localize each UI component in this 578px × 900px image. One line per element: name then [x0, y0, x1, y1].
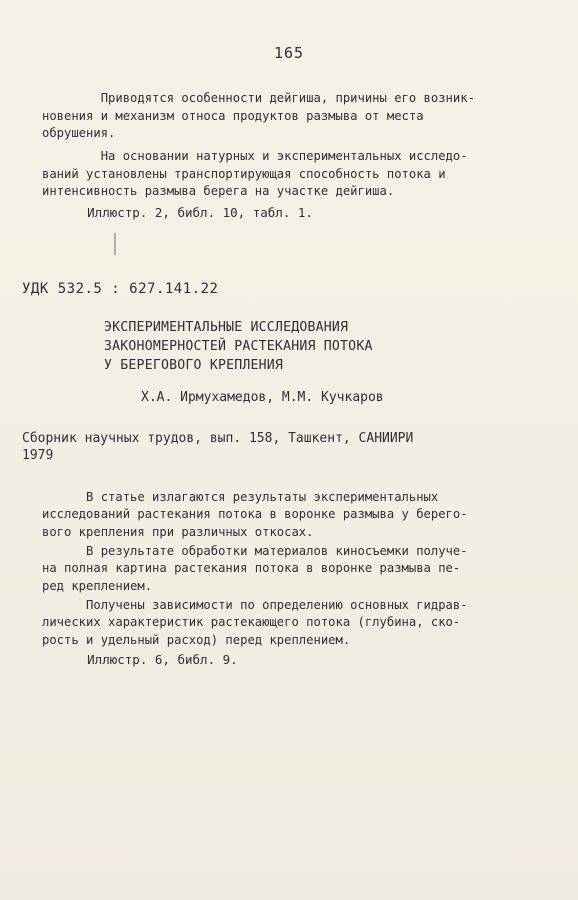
text-line: интенсивность размыва берега на участке дейгиша. [42, 184, 395, 199]
title-line: ЗАКОНОМЕРНОСТЕЙ РАСТЕКАНИЯ ПОТОКА [104, 339, 373, 354]
text-line: На основании натурных и экспериментальных исследо- [42, 149, 468, 163]
text-line: вого крепления при различных откосах. [42, 524, 314, 539]
article-title [104, 318, 373, 375]
title-line: У БЕРЕГОВОГО КРЕПЛЕНИЯ [104, 358, 284, 373]
prev-abstract-illustrations: Иллюстр. 2, библ. 10, табл. 1. [42, 205, 313, 220]
text-line: новения и механизм относа продуктов размыва от места [42, 108, 424, 123]
title-line: ЭКСПЕРИМЕНТАЛЬНЫЕ ИССЛЕДОВАНИЯ [104, 320, 349, 335]
text-line: обрушения. [42, 126, 116, 141]
text-line: рость и удельный расход) перед креплением. [42, 632, 351, 647]
source-line: Сборник научных трудов, вып. 158, Ташкент, САНИИРИ [22, 431, 414, 446]
text-line: Приводятся особенности дейгиша, причины его возник- [42, 91, 475, 105]
udk-code: УДК 532.5 : 627.141.22 [22, 281, 219, 297]
source-line: 1979 [22, 448, 54, 463]
abstract-paragraph-2 [42, 543, 468, 595]
text-line: исследований растекания потока в воронке размыва у берего- [42, 507, 468, 522]
abstract-illustrations: Иллюстр. 6, библ. 9. [42, 652, 238, 667]
abstract-paragraph-1 [42, 489, 468, 541]
print-mark [114, 233, 116, 255]
prev-abstract-paragraph-2 [42, 148, 547, 201]
text-line: ред креплением. [42, 578, 153, 593]
text-line: В статье излагаются результаты экспериментальных [42, 490, 439, 504]
text-line: Получены зависимости по определению основных гидрав- [42, 598, 468, 612]
text-line: на полная картина растекания потока в воронке размыва пе- [42, 561, 461, 576]
source-citation [22, 430, 413, 464]
text-line: ваний установлены транспортирующая способность потока и [42, 166, 446, 181]
abstract-paragraph-3 [42, 597, 468, 649]
page-number: 165 [273, 44, 305, 62]
authors: Х.А. Ирмухамедов, М.М. Кучкаров [141, 390, 384, 405]
text-line: В результате обработки материалов киносъемки получе- [42, 544, 468, 558]
prev-abstract-paragraph-1 [42, 90, 547, 143]
text-line: лических характеристик растекающего потока (глубина, ско- [42, 615, 461, 630]
